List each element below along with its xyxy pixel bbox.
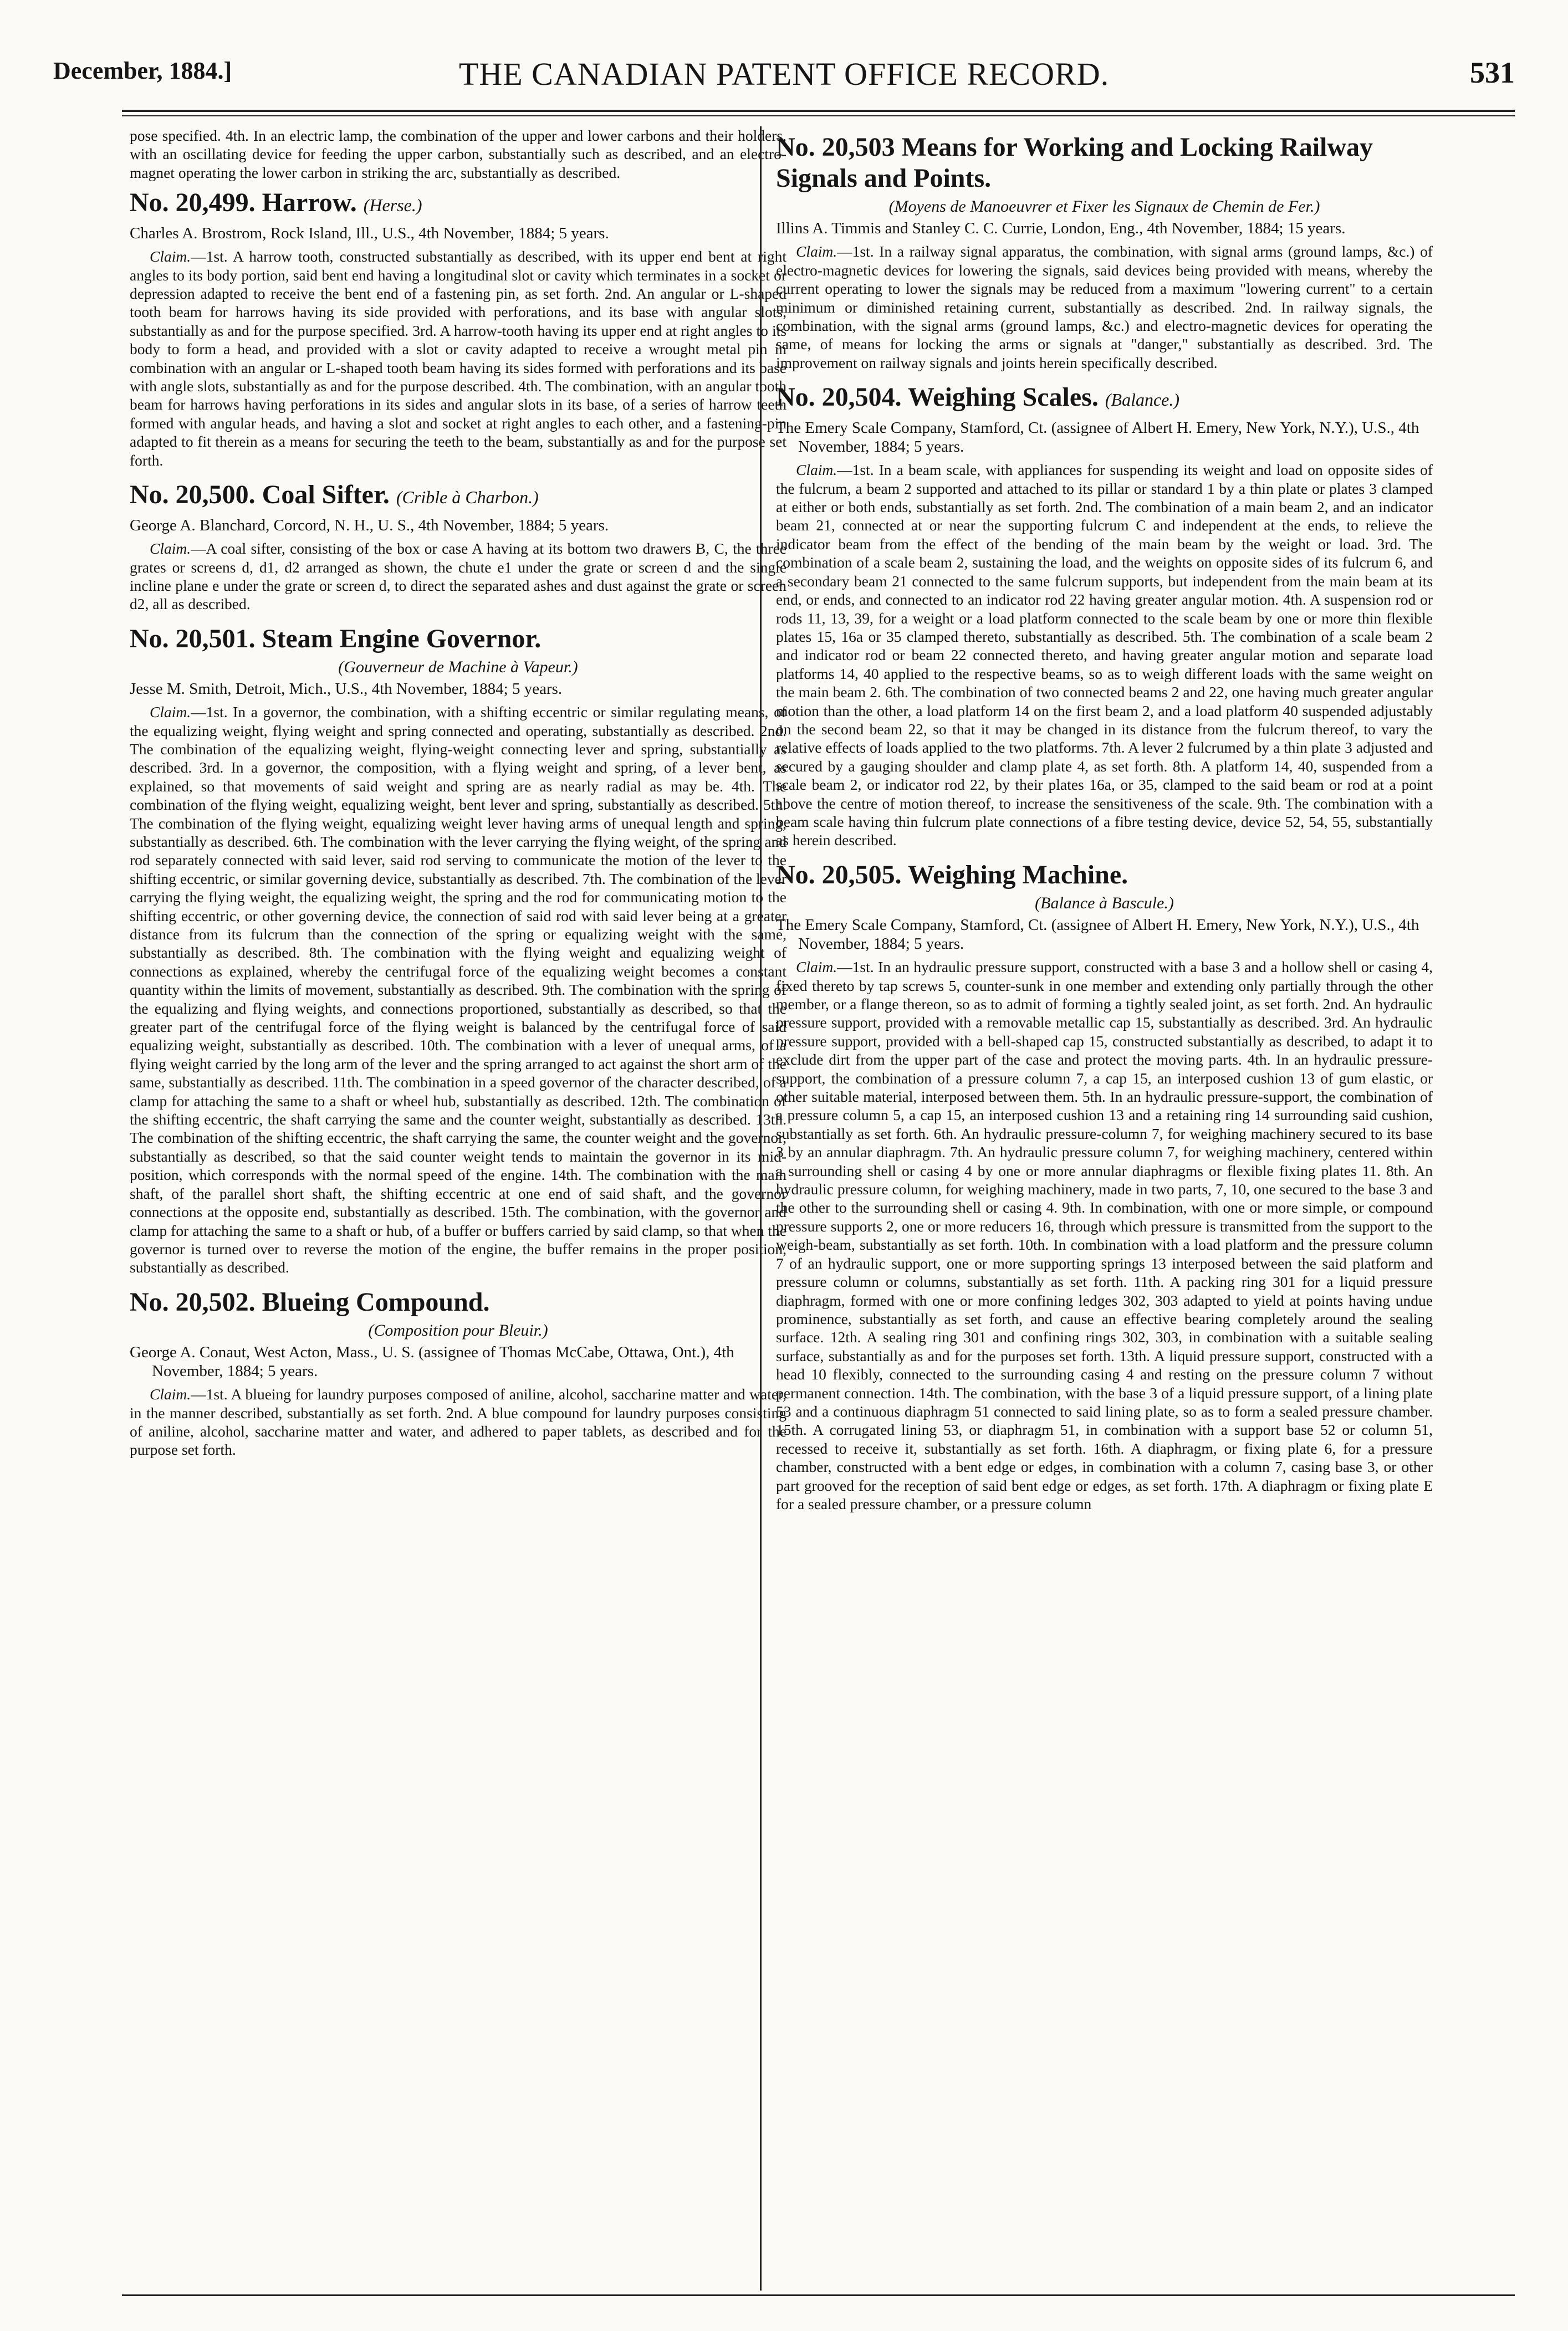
patent-entry-20504 bbox=[776, 382, 1433, 850]
claim-label: Claim. bbox=[796, 958, 837, 976]
patent-title: Blueing Compound. bbox=[262, 1287, 490, 1317]
patent-claim bbox=[130, 539, 786, 614]
patent-heading bbox=[130, 1287, 786, 1318]
claim-label: Claim. bbox=[150, 703, 191, 721]
claim-label: Claim. bbox=[150, 248, 191, 265]
patent-french-title: (Balance à Bascule.) bbox=[1035, 893, 1174, 912]
patent-entry-20503 bbox=[776, 132, 1433, 372]
patent-french-title: (Crible à Charbon.) bbox=[396, 487, 539, 508]
claim-label: Claim. bbox=[150, 1386, 191, 1403]
claim-text: —1st. A blueing for laundry purposes composed of aniline, alcohol, saccharine matter and water, in the manner described, substantially as set forth. 2nd. A blue compound for laundry purposes consisting of aniline, alcohol, saccharine matter and water, and adhered to paper tablets, as described and for the purpose set forth. bbox=[130, 1386, 786, 1459]
patent-claim bbox=[776, 958, 1433, 1513]
patent-claim bbox=[130, 703, 786, 1277]
header-date: December, 1884.] bbox=[53, 57, 232, 84]
left-column bbox=[130, 126, 786, 2291]
patent-heading bbox=[130, 479, 786, 513]
patent-number: No. 20,500. bbox=[130, 480, 256, 510]
patent-claim bbox=[130, 247, 786, 469]
patent-title: Harrow. bbox=[262, 188, 357, 218]
page-number: 531 bbox=[1470, 56, 1515, 89]
patent-entry-20502 bbox=[130, 1287, 786, 1459]
patent-french-title: (Herse.) bbox=[363, 195, 422, 216]
patent-applicant: The Emery Scale Company, Stamford, Ct. (assignee of Albert H. Emery, New York, N.Y.), U.S., 4th November, 1884; 5 years. bbox=[776, 419, 1419, 456]
right-column bbox=[776, 126, 1433, 2291]
claim-text: —1st. In a railway signal apparatus, the combination, with signal arms (ground lamps, &c.) of electro-magnetic devices for lowering the signals, said devices being provided with means, whereby the current operating to lower the signals may be reduced from a maximum "lowering current" to a certain minimum or diminished retaining current, substantially as described. 2nd. In railway signals, the combination, with the signal arms (ground lamps, &c.) and electro-magnetic devices for operating the same, of means for locking the arms or signals at "danger," substantially as described. 3rd. The improvement on railway signals and joints herein specifically described. bbox=[776, 243, 1433, 371]
patent-claim bbox=[776, 461, 1433, 850]
header-rule bbox=[122, 110, 1515, 112]
patent-entry-20499 bbox=[130, 187, 786, 469]
patent-applicant: Charles A. Brostrom, Rock Island, Ill., U.S., 4th November, 1884; 5 years. bbox=[130, 224, 609, 243]
patent-french-title: (Composition pour Bleuir.) bbox=[368, 1321, 548, 1340]
patent-entry-20505 bbox=[776, 860, 1433, 1514]
patent-heading bbox=[130, 623, 786, 655]
patent-claim bbox=[130, 1385, 786, 1459]
patent-french-title: (Balance.) bbox=[1105, 390, 1180, 410]
continued-claim-text: pose specified. 4th. In an electric lamp, the combination of the upper and lower carbons and their holders, with an oscillating device for feeding the upper carbon, substantially such as described, and an electro-magnet operating the lower carbon in striking the arc, substantially as described. bbox=[130, 127, 786, 181]
patent-claim bbox=[776, 242, 1433, 372]
claim-label: Claim. bbox=[796, 243, 837, 260]
patent-number: No. 20,503 bbox=[776, 132, 895, 162]
claim-text: —A coal sifter, consisting of the box or case A having at its bottom two drawers B, C, the three grates or screens d, d1, d2 arranged as shown, the chute e1 under the grate or screen d and the single incline plane e under the grate or screen d, to direct the separated ashes and dust against the grate or screen d2, all as described. bbox=[130, 540, 786, 613]
patent-title: Coal Sifter. bbox=[262, 480, 390, 510]
patent-heading bbox=[776, 382, 1433, 415]
claim-text: —1st. In a governor, the combination, with a shifting eccentric or similar regulating means, of the equalizing weight, flying weight and spring connected and operating, substantially as described. 2nd. The combination of the equalizing weight, flying-weight connecting lever and spring, substantially as described. 3rd. In a governor, the composition, with a flying weight and spring, of a lever bent, as explained, so that movements of said weight and spring are as nearly radial as may be. 4th. The combination of the flying weight, equalizing weight, bent lever and spring, substantially as described. 5th. The combination of the flying weight, equalizing weight lever having arms of unequal length and spring, substantially as described. 6th. The combination with the lever carrying the flying weight, of the spring and rod separately connected with said lever, said rod serving to communicate the motion of the lever to the shifting eccentric, or similar governing device, substantially as described. 7th. The combination of the lever carrying the flying weight, the equalizing weight, the spring and the rod for communicating motion to the shifting eccentric, or other governing device, the connection of said rod with said lever being at a greater distance from its fulcrum than the connection of the spring or equalizing weight with the same, substantially as described. 8th. The combination with the flying weight and equalizing weight of connections as explained, whereby the centrifugal force of the equalizing weight becomes a constant quantity within the limits of movement, substantially as described. 9th. The combination with the spring of the equalizing and flying weights, and connections proportioned, substantially as described, so that the greater part of the centrifugal force of the flying weight is balanced by the centrifugal force of said equalizing weight, substantially as described. 10th. The combination with a lever of unequal arms, of a flying weight carried by the long arm of the lever and the spring arranged to act against the short arm of the same, substantially as described. 11th. The combination in a speed governor of the character described, of a clamp for attaching the same to a shaft or wheel hub, substantially as described. 12th. The combination of the shifting eccentric, the shaft carrying the same and the counter weight, substantially as described. 13th. The combination of the shifting eccentric, the shaft carrying the same, the counter weight and the governor, substantially as described, so that the said counter weight tends to maintain the governor in its mid-position, which corresponds with the normal speed of the engine. 14th. The combination with the main shaft, of the parallel short shaft, the shifting eccentric at one end of said shaft, and the governor connections at the opposite end, substantially as described. 15th. The combination, with the governor and clamp for attaching the same to a shaft or hub, of a buffer or buffers carried by said clamp, so that when the governor is turned over to reverse the motion of the engine, the buffer remains in the proper position, substantially as described. bbox=[130, 703, 786, 1276]
patent-applicant: Illins A. Timmis and Stanley C. C. Currie, London, Eng., 4th November, 1884; 15 years. bbox=[776, 219, 1346, 238]
claim-text: —1st. In an hydraulic pressure support, constructed with a base 3 and a hollow shell or casing 4, fixed thereto by tap screws 5, counter-sunk in one member and extending only partially through the other member, or a flange thereon, so as to admit of forming a tightly sealed joint, as set forth. 2nd. An hydraulic pressure support, provided with a removable metallic cap 15, substantially as described. 3rd. An hydraulic pressure support, provided with a bell-shaped cap 15, constructed substantially as described, to adapt it to exclude dirt from the upper part of the case and protect the moving parts. 4th. In an hydraulic pressure-support, the combination of a pressure column 7, a cap 15, an interposed cushion 13 of gum elastic, or other suitable material, interposed between them. 5th. In an hydraulic pressure-support, the combination of a pressure column 5, a cap 15, an interposed cushion 13 and a retaining ring 14 surrounding said cushion, substantially as set forth. 6th. An hydraulic pressure-column 7, for weighing machinery secured to its base 3 by an annular diaphragm. 7th. An hydraulic pressure column 7, for weighing machinery, centered within a surrounding shell or casing 4 by one or more annular diaphragms or flexible fixing plates 11. 8th. An hydraulic pressure column, for weighing machinery, made in two parts, 7, 10, one secured to the base 3 and the other to the surrounding shell or casing 4. 9th. In combination, with one or more simple, or compound pressure supports 2, one or more reducers 16, through which pressure is transmitted from the support to the weigh-beam, substantially as set forth. 10th. In combination with a load platform and the pressure column 7 of an hydraulic support, one or more supporting springs 13 interposed between the said platform and pressure column or columns, substantially as set forth. 11th. A packing ring 301 for a liquid pressure diaphragm, formed with one or more confining ledges 302, 303 adapted to yield at points having undue prominence, substantially as set forth, and cause an effective bearing completely around the sealing surface. 12th. A sealing ring 301 and confining rings 302, 303, in combination with a suitable sealing surface, substantially as and for the purposes set forth. 13th. A liquid pressure support, constructed with a head 10 flexibly, connected to the surrounding casing 4 and resting on the pressure column 7 without permanent connection. 14th. The combination, with the base 3 of a liquid pressure support, of a lining plate 53 and a continuous diaphragm 51 connected to said lining plate, so as to form a sealed pressure chamber. 15th. A corrugated lining 53, or diaphragm 51, in combination with a support base 52 or column 51, recessed to receive it, substantially as set forth. 16th. A diaphragm, or fixing plate 6, for a pressure chamber, constructed with a bent edge or edges, in combination with a column 7, casing base 3, or other part grooved for the reception of said bent edge or edges, as set forth. 17th. A diaphragm or fixing plate E for a sealed pressure chamber, or a pressure column bbox=[776, 958, 1433, 1512]
patent-entry-20500 bbox=[130, 479, 786, 614]
claim-label: Claim. bbox=[796, 461, 837, 479]
claim-text: —1st. A harrow tooth, constructed substantially as described, with its upper end bent at right angles to its body portion, said bent end having a longitudinal slot or cavity which terminates in a socket or depression adapted to receive the bent end of a fastening pin, as set forth. 2nd. An angular or L-shaped tooth beam for harrows having its side provided with perforations, and its base with angular slots, substantially as and for the purpose specified. 3rd. A harrow-tooth having its upper end at right angles to its body to form a head, and provided with a slot or cavity adapted to receive a wrought metal pin in combination with an angular or L-shaped tooth beam having its sides formed with perforations and its base with angle slots, substantially as and for the purpose described. 4th. The combination, with an angular tooth beam for harrows having perforations in its sides and angular slots in its base, of a series of harrow teeth formed with angular heads, and having a slot and socket at right angles to each other, and a fastening-pin adapted to fit therein as a means for securing the teeth to the beam, substantially as and for the purpose set forth. bbox=[130, 248, 786, 469]
patent-title: Weighing Machine. bbox=[907, 860, 1128, 890]
claim-text: —1st. In a beam scale, with appliances for suspending its weight and load on opposite sides of the fulcrum, a beam 2 supported and attached to its pillar or standard 1 by a thin plate or plates 3 clamped at either or both ends, substantially as set forth. 2nd. The combination of a main beam 2, and an indicator beam 21, connected at or near the supporting fulcrum C and independent at the ends, to relieve the indicator beam from the effect of the bending of the main beam by the weight or load. 3rd. The combination of a scale beam 2, sustaining the load, and the weights on opposite sides of its fulcrum 6, and a secondary beam 21 connected to the same fulcrum supports, but independent from the main beam at its end, or ends, and connected to an indicator rod 22 having greater angular motion. 4th. A suspension rod or rods 11, 13, 39, for a weight or a load platform connected to the scale beam by one or more thin flexible plates 15, 16a or 35 clamped thereto, substantially as described. 5th. The combination of a scale beam 2 and indicator rod or beam 22 connected thereto, and having greater angular motion and separate load platforms 14, 40 applied to the respective beams, so as to weigh different loads with the same weight on the main beam 2. 6th. The combination of two connected beams 2 and 22, one having much greater angular motion than the other, a load platform 14 on the first beam 2, and a load platform 40 suspended adjustably on the second beam 22, so that it may be changed in its distance from the fulcrum thereof, to vary the relative effects of loads applied to the two platforms. 7th. A lever 2 fulcrumed by a thin plate 3 adjusted and secured by a gauging shoulder and clamp plate 4, as set forth. 8th. A platform 14, 40, suspended from a scale beam 2, or indicator rod 22, by their plates 16a, or 35, clamped to the said beam or rod at a point above the centre of motion thereof, to increase the sensitiveness of the scale. 9th. The combination with a beam scale having thin fulcrum plate connections of a fibre testing device, device 52, 54, 55, substantially as herein described. bbox=[776, 461, 1433, 849]
patent-number: No. 20,505. bbox=[776, 860, 902, 890]
patent-number: No. 20,504. bbox=[776, 382, 902, 412]
patent-title: Steam Engine Governor. bbox=[262, 623, 542, 653]
patent-heading bbox=[776, 132, 1433, 194]
patent-french-title: (Gouverneur de Machine à Vapeur.) bbox=[338, 657, 578, 676]
patent-entry-20501 bbox=[130, 623, 786, 1277]
patent-heading bbox=[130, 187, 786, 221]
column-divider bbox=[760, 126, 762, 2291]
claim-label: Claim. bbox=[150, 540, 191, 558]
page-header bbox=[53, 55, 1515, 100]
patent-applicant: George A. Blanchard, Corcord, N. H., U. S., 4th November, 1884; 5 years. bbox=[130, 517, 609, 535]
patent-heading bbox=[776, 860, 1433, 891]
patent-number: No. 20,501. bbox=[130, 623, 256, 653]
patent-applicant: The Emery Scale Company, Stamford, Ct. (assignee of Albert H. Emery, New York, N.Y.), U.S., 4th November, 1884; 5 years. bbox=[776, 916, 1419, 953]
footer-rule bbox=[122, 2294, 1515, 2296]
header-title: THE CANADIAN PATENT OFFICE RECORD. bbox=[458, 56, 1110, 92]
patent-applicant: George A. Conaut, West Acton, Mass., U. S. (assignee of Thomas McCabe, Ottawa, Ont.), 4th November, 1884; 5 years. bbox=[130, 1343, 734, 1381]
patent-french-title: (Moyens de Manoeuvrer et Fixer les Signaux de Chemin de Fer.) bbox=[888, 197, 1320, 216]
patent-applicant: Jesse M. Smith, Detroit, Mich., U.S., 4th November, 1884; 5 years. bbox=[130, 680, 563, 698]
patent-title: Weighing Scales. bbox=[907, 382, 1099, 412]
patent-title: Means for Working and Locking Railway Signals and Points. bbox=[776, 132, 1373, 193]
header-rule-thin bbox=[122, 115, 1515, 116]
patent-number: No. 20,499. bbox=[130, 188, 256, 218]
patent-number: No. 20,502. bbox=[130, 1287, 256, 1317]
